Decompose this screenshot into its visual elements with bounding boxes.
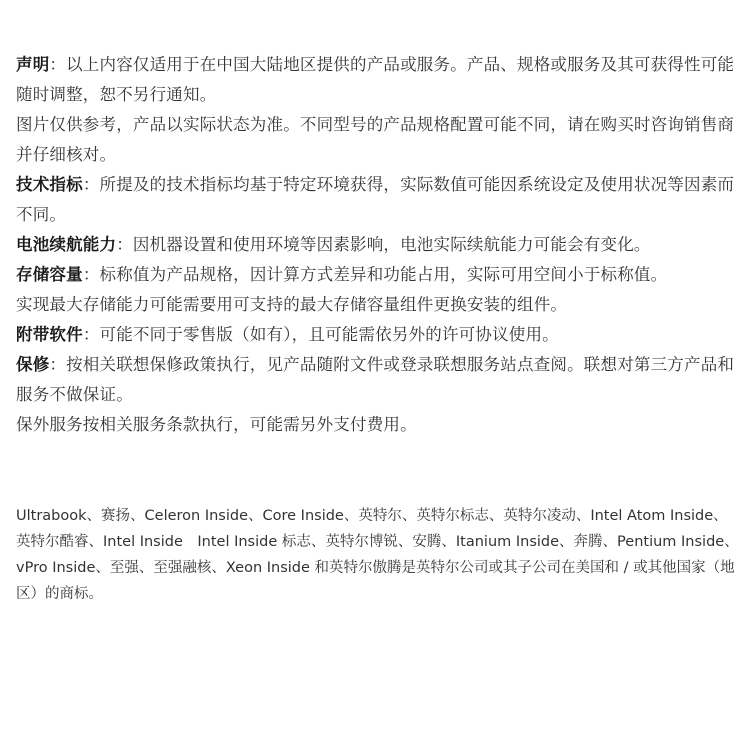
disclaimer-separator: ：	[82, 325, 100, 344]
disclaimer-item-storage-note	[16, 290, 736, 320]
disclaimer-text: 按相关联想保修政策执行，见产品随附文件或登录联想服务站点查阅。联想对第三方产品和服务不做保证。	[16, 355, 735, 404]
disclaimer-text: 图片仅供参考，产品以实际状态为准。不同型号的产品规格配置可能不同，请在购买时咨询销售商并仔细核对。	[16, 115, 735, 164]
disclaimer-separator: ：	[82, 175, 100, 194]
disclaimer-separator: ：	[49, 55, 67, 74]
disclaimer-label: 附带软件	[16, 325, 83, 344]
disclaimer-text: 实现最大存储能力可能需要用可支持的最大存储容量组件更换安装的组件。	[16, 295, 568, 314]
disclaimer-text: 以上内容仅适用于在中国大陆地区提供的产品或服务。产品、规格或服务及其可获得性可能随时调整，恕不另行通知。	[16, 55, 735, 104]
disclaimer-label: 保修	[16, 355, 50, 374]
disclaimer-text: 标称值为产品规格，因计算方式差异和功能占用，实际可用空间小于标称值。	[99, 265, 668, 284]
disclaimer-item-warranty-note	[16, 410, 736, 440]
trademark-notice: Ultrabook、赛扬、Celeron Inside、Core Inside、英特尔、英特尔标志、英特尔凌动、Intel Atom Inside、英特尔酷睿、Intel Inside Intel Inside 标志、英特尔博锐、安腾、Itanium Inside、奔腾、Pentium Inside、vPro Inside、至强、至强融核、Xeon Inside 和英特尔傲腾是英特尔公司或其子公司在美国和 / 或其他国家（地区）的商标。	[16, 508, 739, 602]
disclaimer-text: 可能不同于零售版（如有），且可能需依另外的许可协议使用。	[99, 325, 559, 344]
disclaimer-text: 所提及的技术指标均基于特定环境获得，实际数值可能因系统设定及使用状况等因素而不同。	[16, 175, 735, 224]
disclaimer-label: 声明	[16, 55, 50, 74]
disclaimer-item-specs	[16, 170, 736, 230]
disclaimer-label: 电池续航能力	[16, 235, 117, 254]
disclaimer-text: 保外服务按相关服务条款执行，可能需另外支付费用。	[16, 415, 417, 434]
disclaimer-separator: ：	[82, 265, 100, 284]
disclaimer-label: 存储容量	[16, 265, 83, 284]
disclaimer-separator: ：	[49, 355, 67, 374]
disclaimer-text: 因机器设置和使用环境等因素影响，电池实际续航能力可能会有变化。	[132, 235, 651, 254]
disclaimer-section	[16, 50, 736, 440]
disclaimer-item-battery	[16, 230, 736, 260]
disclaimer-separator: ：	[116, 235, 133, 254]
disclaimer-label: 技术指标	[16, 175, 83, 194]
disclaimer-item-images	[16, 110, 736, 170]
disclaimer-item-storage	[16, 260, 736, 290]
disclaimer-item-statement	[16, 50, 736, 110]
disclaimer-item-warranty	[16, 350, 736, 410]
disclaimer-item-software	[16, 320, 736, 350]
